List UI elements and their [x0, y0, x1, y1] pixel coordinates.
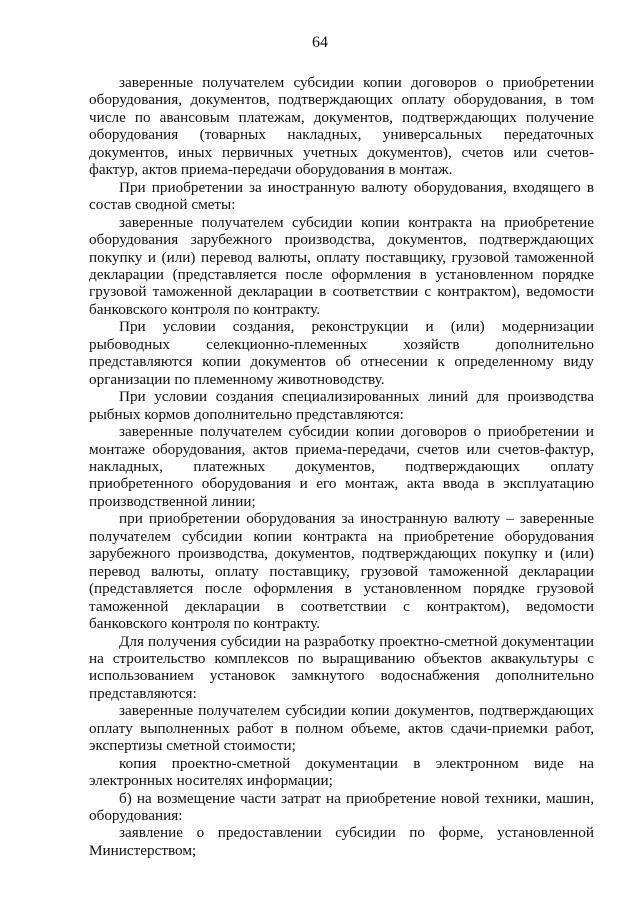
paragraph: Для получения субсидии на разработку проектно-сметной документации на строительство комплексов по выращиванию объектов аквакультуры с использованием установок замкнутого водоснабжения дополнительно представляются: [89, 632, 594, 702]
document-body [89, 74, 594, 859]
page-number: 64 [312, 34, 328, 51]
paragraph: заверенные получателем субсидии копии контракта на приобретение оборудования зарубежного производства, документов, подтверждающих покупку и (или) перевод валюты, оплату поставщику, грузовой таможенной декларации (представляется после оформления в установленном порядке грузовой таможенной декларации в соответствии с контрактом), ведомости банковского контроля по контракту. [89, 213, 594, 318]
paragraph: При условии создания, реконструкции и (или) модернизации рыбоводных селекционно-племенных хозяйств дополнительно представляются копии документов об отнесении к определенному виду организации по племенному животноводству. [89, 318, 594, 388]
paragraph: При приобретении за иностранную валюту оборудования, входящего в состав сводной сметы: [89, 178, 594, 214]
paragraph: б) на возмещение части затрат на приобретение новой техники, машин, оборудования: [89, 789, 594, 825]
paragraph: заявление о предоставлении субсидии по форме, установленной Министерством; [89, 824, 594, 859]
paragraph: При условии создания специализированных линий для производства рыбных кормов дополнительно представляются: [89, 388, 594, 423]
paragraph: при приобретении оборудования за иностранную валюту – заверенные получателем субсидии копии контракта на приобретение оборудования зарубежного производства, документов, подтверждающих покупку и (или) перевод валюты, оплату поставщику, грузовой таможенной декларации (представляется после оформления в установленном порядке грузовой таможенной декларации в соответствии с контрактом), ведомости банковского контроля по контракту. [89, 510, 594, 633]
paragraph: копия проектно-сметной документации в электронном виде на электронных носителях информации; [89, 754, 594, 790]
paragraph: заверенные получателем субсидии копии документов, подтверждающих оплату выполненных работ в полном объеме, актов сдачи-приемки работ, экспертизы сметной стоимости; [89, 702, 594, 755]
paragraph: заверенные получателем субсидии копии договоров о приобретении и монтаже оборудования, актов приема-передачи, счетов или счетов-фактур, накладных, платежных документов, подтверждающих оплату приобретенного оборудования и его монтаж, акта ввода в эксплуатацию производственной линии; [89, 423, 594, 510]
paragraph: заверенные получателем субсидии копии договоров о приобретении оборудования, документов, подтверждающих оплату оборудования, в том числе по авансовым платежам, документов, подтверждающих получение оборудования (товарных накладных, универсальных передаточных документов, иных первичных учетных документов), счетов или счетов-фактур, актов приема-передачи оборудования в монтаж. [89, 74, 594, 179]
